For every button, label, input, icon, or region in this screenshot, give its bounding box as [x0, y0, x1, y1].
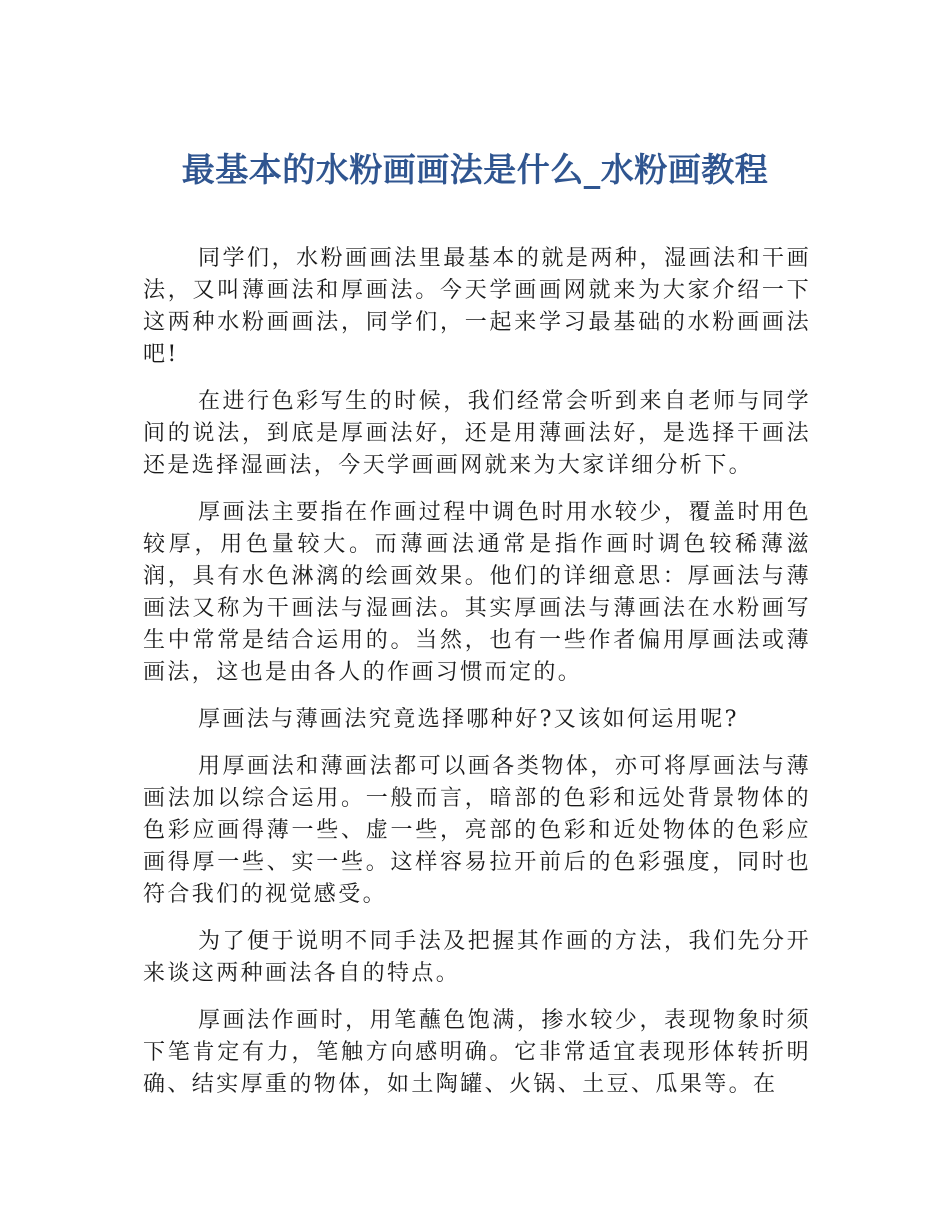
document-body	[143, 243, 811, 1116]
paragraph: 为了便于说明不同手法及把握其作画的方法，我们先分开来谈这两种画法各自的特点。	[143, 929, 811, 986]
paragraph: 同学们，水粉画画法里最基本的就是两种，湿画法和干画法，又叫薄画法和厚画法。今天学画画网就来为大家介绍一下这两种水粉画画法，同学们，一起来学习最基础的水粉画画法吧!	[143, 246, 811, 367]
document-title: 最基本的水粉画画法是什么_水粉画教程	[181, 150, 769, 189]
paragraph: 厚画法与薄画法究竟选择哪种好?又该如何运用呢?	[198, 707, 739, 732]
paragraph: 用厚画法和薄画法都可以画各类物体，亦可将厚画法与薄画法加以综合运用。一般而言，暗部的色彩和远处背景物体的色彩应画得薄一些、虚一些，亮部的色彩和近处物体的色彩应画得厚一些、实一些。这样容易拉开前后的色彩强度，同时也符合我们的视觉感受。	[143, 754, 811, 907]
paragraph: 在进行色彩写生的时候，我们经常会听到来自老师与同学间的说法，到底是厚画法好，还是用薄画法好，是选择干画法还是选择湿画法，今天学画画网就来为大家详细分析下。	[143, 389, 811, 478]
paragraph: 厚画法作画时，用笔蘸色饱满，掺水较少，表现物象时须下笔肯定有力，笔触方向感明确。它非常适宜表现形体转折明确、结实厚重的物体，如土陶罐、火锅、土豆、瓜果等。在	[143, 1008, 811, 1097]
paragraph: 厚画法主要指在作画过程中调色时用水较少，覆盖时用色较厚，用色量较大。而薄画法通常是指作画时调色较稀薄滋润，具有水色淋漓的绘画效果。他们的详细意思：厚画法与薄画法又称为干画法与湿画法。其实厚画法与薄画法在水粉画写生中常常是结合运用的。当然，也有一些作者偏用厚画法或薄画法，这也是由各人的作画习惯而定的。	[143, 500, 811, 685]
